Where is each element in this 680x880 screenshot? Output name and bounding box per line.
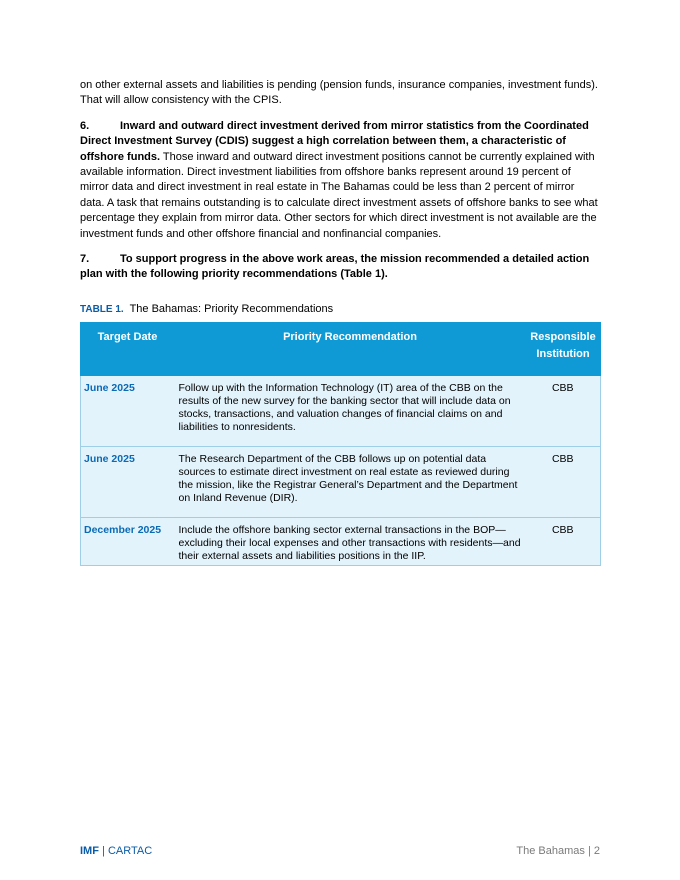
table-header-row [81, 323, 601, 376]
row-institution: CBB [526, 447, 601, 518]
document-body [80, 78, 601, 283]
paragraph-6-text: Those inward and outward direct investment positions cannot be currently explained with available information. Direct investment liabilities from offshore banks represent around 19 percent of mirror data and direct investment in real estate in The Bahamas could be less than 2 percent of mirror data. A task that remains outstanding is to calculate direct investment assets of offshore banks to see what percentage they explain from mirror data. Other sectors for which direct investment is not available are the investment funds and other offshore financial and nonfinancial companies. [80, 150, 598, 240]
table-row [81, 518, 601, 566]
footer-org [80, 845, 152, 857]
table-caption-label: TABLE 1. [80, 304, 124, 315]
priority-recommendations-table [80, 322, 601, 566]
header-priority-recommendation: Priority Recommendation [175, 323, 526, 376]
paragraph-6-number: 6. [80, 119, 90, 132]
paragraph-continuation: on other external assets and liabilities is pending (pension funds, insurance companies, investment funds). That will allow consistency with the CPIS. [80, 79, 598, 107]
paragraph-7-number: 7. [80, 253, 90, 266]
row-target-date: June 2025 [81, 447, 175, 518]
table-caption-title: The Bahamas: Priority Recommendations [129, 303, 334, 315]
footer-separator: | [98, 845, 108, 857]
row-recommendation: The Research Department of the CBB follows up on potential data sources to estimate direct investment on real estate as reviewed during the mission, like the Registrar General’s Department and the Department on Inland Revenue (DIR). [175, 447, 526, 518]
footer-imf: IMF [80, 845, 99, 857]
paragraph-7-lead: To support progress in the above work areas, the mission recommended a detailed action plan with the following priority recommendations (Table 1). [80, 253, 590, 281]
footer-cartac: CARTAC [107, 845, 153, 857]
row-institution: CBB [526, 376, 601, 447]
paragraph-6 [80, 119, 601, 242]
footer-page-label: The Bahamas | 2 [516, 845, 600, 857]
row-target-date: December 2025 [81, 518, 175, 566]
table-row [81, 376, 601, 447]
paragraph-6-lead: Inward and outward direct investment derived from mirror statistics from the Coordinated Direct Investment Survey (CDIS) suggest a high correlation between them, a characteristic of offshore funds. [80, 119, 589, 163]
header-target-date: Target Date [81, 323, 175, 376]
row-recommendation: Follow up with the Information Technology (IT) area of the CBB on the results of the new survey for the banking sector that will include data on stocks, transactions, and valuation changes of financial claims on and liabilities to nonresidents. [175, 376, 526, 447]
paragraph-7 [80, 252, 601, 283]
table-row [81, 447, 601, 518]
header-responsible-institution: Responsible Institution [526, 323, 601, 376]
row-institution: CBB [526, 518, 601, 566]
row-target-date: June 2025 [81, 376, 175, 447]
table-caption [80, 303, 333, 315]
row-recommendation: Include the offshore banking sector external transactions in the BOP—excluding their local expenses and other transactions with residents—and their external assets and liabilities positions in the IIP. [175, 518, 526, 566]
